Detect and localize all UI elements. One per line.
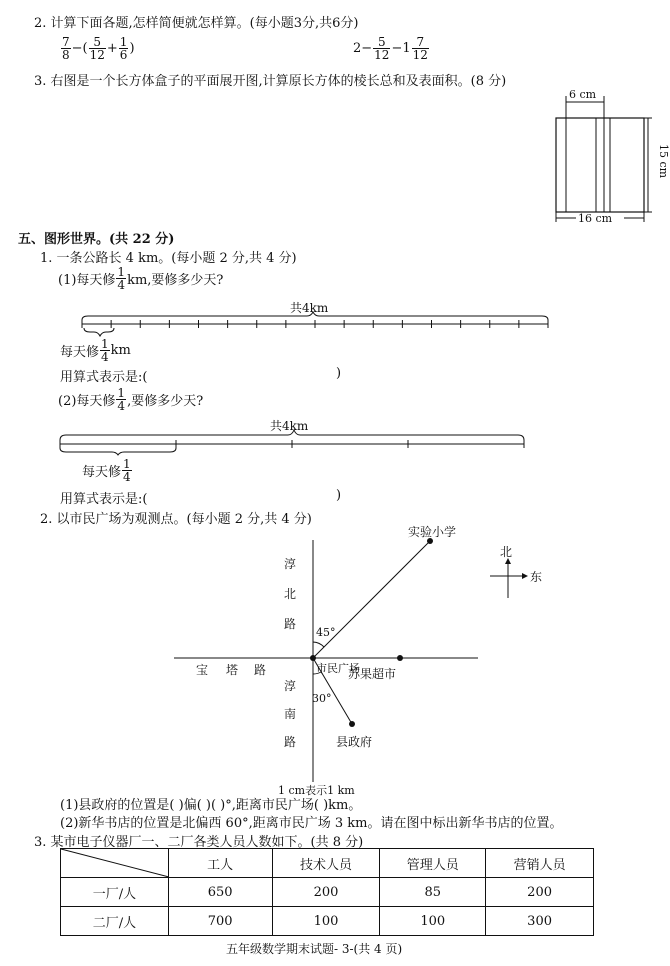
- table-header-row: [61, 849, 594, 878]
- answer2-label: 用算式表示是:(: [60, 492, 148, 507]
- road-line-2: [58, 420, 538, 454]
- fraction: $\frac{7}{8}$: [62, 35, 70, 62]
- school-label: 实验小学: [408, 525, 457, 539]
- government-label: 县政府: [336, 735, 373, 749]
- scale-label: 1 cm表示1 km: [278, 784, 355, 797]
- line2-daily-label: 每天修 $\frac{1}{4}$: [82, 457, 131, 484]
- location-map: [0, 520, 670, 800]
- s5q2-part2: (2)新华书店的位置是北偏西 60°,距离市民广场 3 km。请在图中标出新华书店的位置。: [60, 816, 563, 831]
- table-header-cell: 营销人员: [486, 849, 594, 878]
- table-row: [61, 907, 594, 936]
- s5q3-title: 3. 某市电子仪器厂一、二厂各类人员人数如下。(共 8 分): [34, 835, 364, 850]
- table-header-cell: 管理人员: [380, 849, 486, 878]
- table-cell: 100: [380, 907, 486, 936]
- road-north-char: 淳: [284, 557, 297, 571]
- road-west-char: 路: [254, 663, 267, 677]
- answer1-close: ): [336, 366, 342, 381]
- fraction: $\frac{1}{4}$: [117, 386, 126, 413]
- page-footer: 五年级数学期末试题- 3-(共 4 页): [226, 942, 403, 956]
- road-north-char: 北: [284, 587, 297, 601]
- road-south-char: 路: [284, 735, 297, 749]
- q2-title: 2. 计算下面各题,怎样简便就怎样算。(每小题3分,共6分): [34, 16, 359, 31]
- table-cell: 100: [272, 907, 380, 936]
- dim-15cm: 15 cm: [657, 144, 670, 179]
- fraction: $\frac{1}{4}$: [101, 337, 109, 364]
- fraction: $\frac{5}{12}$: [374, 35, 390, 62]
- dim-16cm: 16 cm: [578, 212, 613, 225]
- fraction: $\frac{1}{6}$: [119, 35, 128, 62]
- fraction: $\frac{7}{12}$: [412, 35, 428, 62]
- dim-6cm: 6 cm: [569, 88, 597, 101]
- table-header-cell: 技术人员: [272, 849, 380, 878]
- angle-45: 45°: [316, 626, 336, 639]
- s5q1-title: 1. 一条公路长 4 km。(每小题 2 分,共 4 分): [40, 251, 297, 266]
- s5q2-part1: (1)县政府的位置是( )偏( )( )°,距离市民广场( )km。: [60, 798, 362, 813]
- east-label: 东: [530, 570, 543, 584]
- road-south-char: 淳: [284, 679, 297, 693]
- line1-daily-label: 每天修 $\frac{1}{4}$ km: [60, 337, 131, 364]
- staff-table: [60, 848, 594, 936]
- road-line-1: [78, 301, 558, 336]
- north-label: 北: [500, 545, 513, 559]
- table-cell: 200: [486, 878, 594, 907]
- fraction: $\frac{5}{12}$: [89, 35, 105, 62]
- table-cell: 650: [168, 878, 272, 907]
- section5-title: 五、图形世界。(共 22 分): [18, 232, 175, 247]
- q3-title: 3. 右图是一个长方体盒子的平面展开图,计算原长方体的棱长总和及表面积。(8 分): [34, 74, 507, 89]
- center-label: 市民广场: [316, 662, 360, 675]
- answer1-label: 用算式表示是:(: [60, 370, 148, 385]
- s5q1-part1: (1)每天修 $\frac{1}{4}$ km,要修多少天?: [58, 265, 224, 292]
- s5q2-title: 2. 以市民广场为观测点。(每小题 2 分,共 4 分): [40, 512, 312, 527]
- table-cell: 300: [486, 907, 594, 936]
- fraction: $\frac{1}{4}$: [123, 457, 131, 484]
- table-header-cell: 工人: [168, 849, 272, 878]
- s5q1-part2: (2)每天修 $\frac{1}{4}$ ,要修多少天?: [58, 386, 204, 413]
- table-header-cell: [61, 849, 169, 878]
- table-row: [61, 878, 594, 907]
- line2-total-label: 共4km: [270, 419, 309, 433]
- table-cell: 200: [272, 878, 380, 907]
- east-arrow-icon: [522, 573, 528, 579]
- table-cell: 二厂/人: [61, 907, 169, 936]
- road-north-char: 路: [284, 617, 297, 631]
- table-cell: 700: [168, 907, 272, 936]
- road-south-char: 南: [284, 707, 297, 721]
- road-west-char: 宝: [196, 663, 209, 677]
- q2-expression-2: 2− $\frac{5}{12}$ −1 $\frac{7}{12}$: [353, 35, 428, 62]
- supermarket-label: 苏果超市: [348, 667, 397, 681]
- fraction: $\frac{1}{4}$: [117, 265, 126, 292]
- table-cell: 一厂/人: [61, 878, 169, 907]
- road-west-char: 塔: [226, 663, 239, 677]
- angle-30: 30°: [312, 692, 332, 705]
- table-cell: 85: [380, 878, 486, 907]
- line1-total-label: 共4km: [290, 301, 329, 315]
- q2-expression-1: $\frac{7}{8}$ −( $\frac{5}{12}$ + $\frac{1}{6}$ ): [62, 35, 135, 62]
- answer2-close: ): [336, 488, 342, 503]
- box-net-diagram: [548, 88, 670, 228]
